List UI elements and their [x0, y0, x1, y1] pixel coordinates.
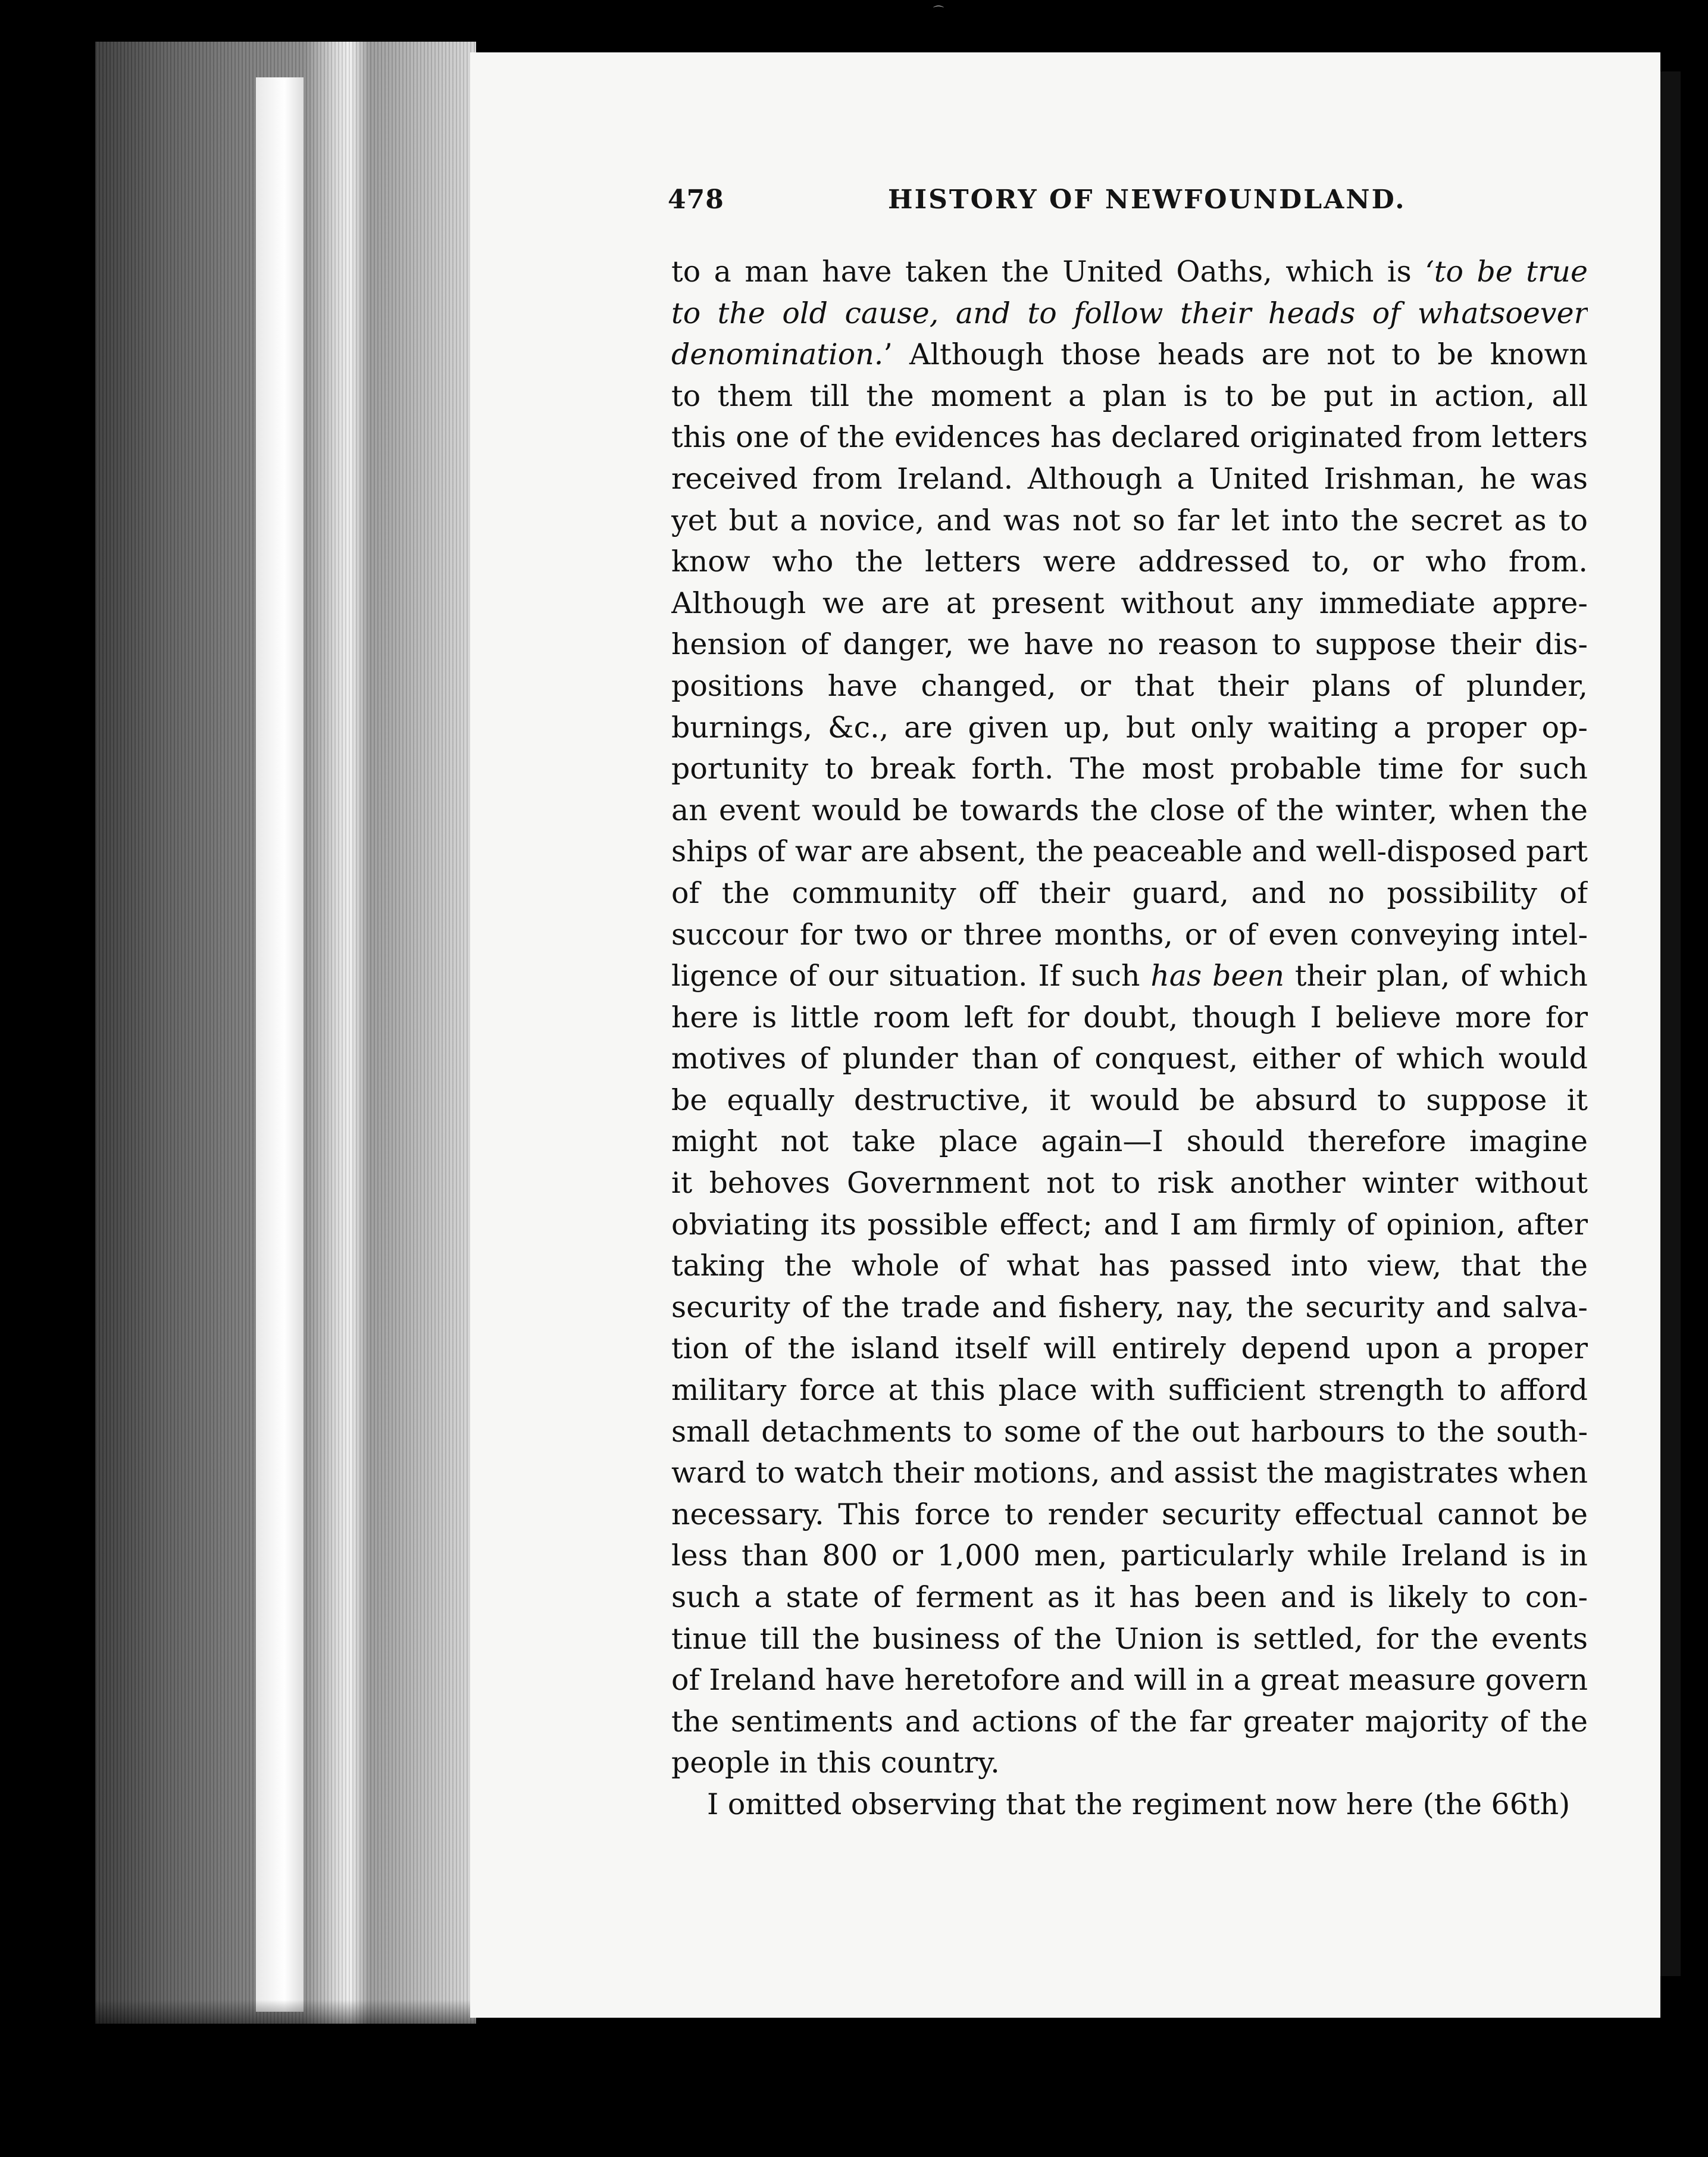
text-segment: know who the letters were addressed to, or who from. — [671, 545, 1588, 579]
text-line — [671, 955, 1588, 997]
text-segment: Although we are at present without any immediate appre- — [671, 586, 1588, 620]
text-segment: positions have changed, or that their plans of plunder, — [671, 668, 1588, 703]
text-line — [671, 914, 1588, 956]
text-line — [671, 1287, 1588, 1328]
text-segment: necessary. This force to render security effectual cannot be — [671, 1497, 1588, 1531]
text-line — [671, 1245, 1588, 1287]
text-line — [671, 334, 1588, 376]
text-segment: here is little room left for doubt, though I believe more for — [671, 1000, 1588, 1034]
text-line — [671, 1080, 1588, 1121]
text-line — [671, 1577, 1588, 1618]
text-segment: security of the trade and fishery, nay, the security and salva- — [671, 1290, 1588, 1324]
text-segment: tion of the island itself will entirely depend upon a proper — [671, 1331, 1588, 1366]
text-segment: portunity to break forth. The most probable time for such — [671, 752, 1588, 786]
text-line — [671, 1204, 1588, 1246]
text-line — [671, 541, 1588, 583]
text-segment: this one of the evidences has declared originated from letters — [671, 420, 1588, 455]
text-segment: ligence of our situation. If such — [671, 959, 1151, 993]
text-line — [671, 458, 1588, 500]
text-segment: received from Ireland. Although a United Irishman, he was — [671, 461, 1588, 496]
text-line — [671, 997, 1588, 1039]
text-line — [671, 583, 1588, 624]
right-page-edge — [1660, 71, 1681, 1976]
italic-text-segment: has been — [1150, 959, 1285, 993]
text-segment: such a state of ferment as it has been and is likely to con- — [671, 1580, 1588, 1614]
text-segment: to a man have taken the United Oaths, which is — [671, 255, 1425, 289]
text-line — [671, 1162, 1588, 1204]
text-line — [671, 831, 1588, 873]
body-text — [671, 251, 1588, 1825]
text-line — [671, 1370, 1588, 1411]
text-line — [671, 1121, 1588, 1162]
text-line — [671, 748, 1588, 790]
text-line — [671, 293, 1588, 335]
text-line — [671, 665, 1588, 707]
text-segment: ’ Although those heads are not to be known — [883, 337, 1588, 372]
text-line — [671, 1659, 1588, 1701]
book-page-edges — [95, 42, 476, 2024]
text-segment: yet but a novice, and was not so far let into the secret as to — [671, 503, 1588, 537]
text-segment: their plan, of which — [1284, 959, 1588, 993]
text-line — [671, 1452, 1588, 1494]
top-scan-mark: ⌒ — [933, 5, 944, 18]
text-line — [671, 1494, 1588, 1536]
text-segment: taking the whole of what has passed into view, that the — [671, 1249, 1588, 1283]
text-line — [671, 1742, 1588, 1784]
text-segment: small detachments to some of the out harbours to the south- — [671, 1414, 1588, 1449]
italic-text-segment: ‘to be true — [1425, 255, 1588, 289]
running-title: HISTORY OF NEWFOUNDLAND. — [888, 185, 1406, 215]
text-segment: motives of plunder than of conquest, either of which would — [671, 1042, 1588, 1076]
page-header — [668, 179, 1590, 226]
text-segment: an event would be towards the close of the winter, when the — [671, 793, 1588, 827]
text-segment: ships of war are absent, the peaceable and well-disposed part — [671, 834, 1588, 869]
text-segment: burnings, &c., are given up, but only waiting a proper op- — [671, 710, 1588, 745]
text-line — [671, 251, 1588, 293]
page-number: 478 — [668, 185, 724, 215]
text-line — [671, 707, 1588, 749]
italic-text-segment: to the old cause, and to follow their heads of whatsoever — [671, 296, 1588, 330]
text-segment: hension of danger, we have no reason to suppose their dis- — [671, 627, 1588, 662]
text-line — [671, 417, 1588, 458]
text-line — [671, 1701, 1588, 1743]
text-segment: less than 800 or 1,000 men, particularly while Ireland is in — [671, 1539, 1588, 1573]
text-segment: military force at this place with sufficient strength to afford — [671, 1373, 1588, 1408]
text-line — [671, 624, 1588, 665]
text-segment: succour for two or three months, or of even conveying intel- — [671, 917, 1588, 952]
text-line — [671, 1535, 1588, 1577]
text-segment: ward to watch their motions, and assist the magistrates when — [671, 1456, 1588, 1490]
text-segment: tinue till the business of the Union is settled, for the events — [671, 1621, 1588, 1656]
text-line — [671, 1618, 1588, 1660]
text-line — [671, 790, 1588, 831]
text-line — [671, 1038, 1588, 1080]
text-segment: obviating its possible effect; and I am firmly of opinion, after — [671, 1207, 1588, 1242]
text-segment: of Ireland have heretofore and will in a great measure govern — [671, 1663, 1588, 1698]
text-segment: might not take place again—I should therefore imagine — [671, 1124, 1588, 1159]
text-line — [671, 500, 1588, 542]
text-segment: people in this country. — [671, 1746, 1000, 1780]
text-segment: I omitted observing that the regiment now here (the 66th) — [707, 1787, 1571, 1821]
text-segment: to them till the moment a plan is to be put in action, all — [671, 379, 1588, 413]
text-line — [671, 1411, 1588, 1453]
text-line — [671, 1328, 1588, 1370]
italic-text-segment: denomination. — [671, 337, 884, 372]
text-segment: it behoves Government not to risk another winter without — [671, 1166, 1588, 1201]
page-edge-shadow — [95, 2000, 476, 2024]
text-line — [671, 1784, 1588, 1825]
text-segment: the sentiments and actions of the far greater majority of the — [671, 1704, 1588, 1739]
text-line — [671, 376, 1588, 417]
text-segment: be equally destructive, it would be absurd to suppose it — [671, 1083, 1588, 1117]
text-segment: of the community off their guard, and no possibility of — [671, 876, 1588, 910]
text-line — [671, 873, 1588, 914]
page-edge-strip — [256, 77, 304, 2012]
